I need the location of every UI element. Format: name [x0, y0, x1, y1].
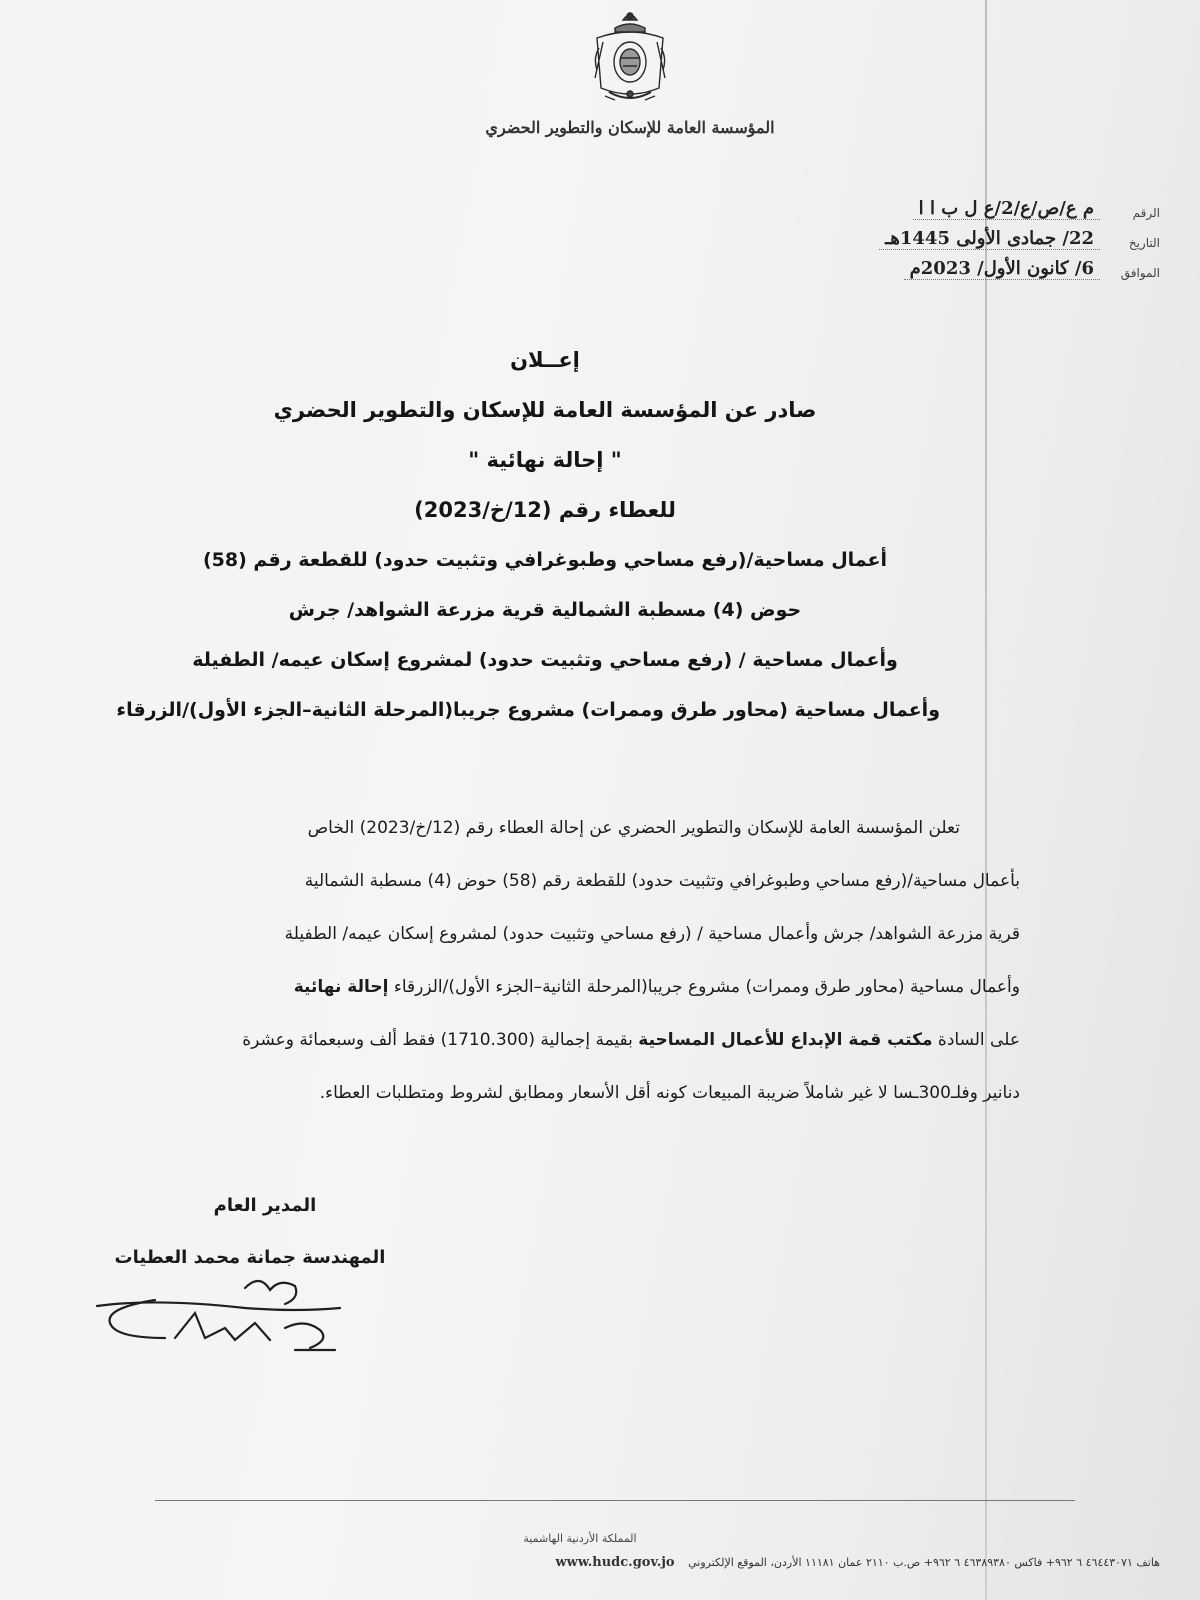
body-line-1: تعلن المؤسسة العامة للإسكان والتطوير الحضري عن إحالة العطاء رقم (12/خ/2023) الخاص [307, 818, 960, 838]
footer-contact-text: هاتف ٤٦٤٤٣٠٧١ ٦ ٩٦٢+ فاكس ٤٦٣٨٩٣٨٠ ٦ ٩٦٢+ ص.ب ٢١١٠ عمان ١١١٨١ الأردن، الموقع الإلكتروني [688, 1556, 1160, 1569]
footer-kingdom: المملكة الأردنية الهاشمية [523, 1532, 637, 1545]
announcement-body [100, 802, 1020, 1120]
winning-bidder-name: مكتب قمة الإبداع للأعمال المساحية [638, 1030, 933, 1050]
scope-line-2: حوض (4) مسطبة الشمالية قرية مزرعة الشواهد/ جرش [288, 599, 802, 621]
gregorian-date-row [820, 258, 1160, 288]
hijri-date-value: 22/ جمادى الأولى 1445هـ [879, 228, 1100, 250]
reference-block [820, 198, 1160, 288]
handwritten-signature-icon [95, 1268, 355, 1358]
footer-contact [230, 1555, 1160, 1570]
final-award-line: " إحالة نهائية " [468, 448, 622, 472]
reference-number-value: م ع/ص/ع/2/ع ل ب ا ا [913, 198, 1100, 220]
body-line-5-amount: بقيمة إجمالية (1710.300) فقط ألف وسبعمائة وعشرة [242, 1030, 639, 1050]
jordan-royal-emblem-icon [585, 8, 675, 106]
tender-number-line: للعطاء رقم (12/خ/2023) [414, 498, 676, 522]
hijri-date-label: التاريخ [1128, 236, 1160, 250]
body-line-3: قرية مزرعة الشواهد/ جرش وأعمال مساحية / (رفع مساحي وتثبيت حدود) لمشروع إسكان عيمه/ الطفيلة [284, 924, 1020, 944]
reference-number-label: الرقم [1132, 206, 1160, 220]
body-line-6: دنانير وفلـ300ـسا لا غير شاملاً ضريبة المبيعات كونه أقل الأسعار ومطابق لشروط ومتطلبات العطاء. [319, 1083, 1020, 1103]
body-line-5-prefix: على السادة [932, 1030, 1020, 1050]
signatory-title: المدير العام [213, 1195, 317, 1216]
gregorian-date-value: 6/ كانون الأول/ 2023م [904, 258, 1100, 280]
hijri-date-row [820, 228, 1160, 258]
footer-website-link[interactable]: www.hudc.gov.jo [555, 1555, 675, 1570]
gregorian-date-label: الموافق [1120, 266, 1160, 280]
announcement-heading: إعــلان [510, 348, 580, 372]
body-line-5 [100, 1014, 1020, 1067]
final-award-emphasis: إحالة نهائية [293, 977, 389, 997]
reference-number-row [820, 198, 1160, 228]
footer-divider [155, 1500, 1075, 1501]
announcement-title-block [116, 335, 940, 735]
scope-line-4: وأعمال مساحية (محاور طرق وممرات) مشروع جريبا(المرحلة الثانية–الجزء الأول)/الزرقاء [116, 699, 940, 721]
scope-line-3: وأعمال مساحية / (رفع مساحي وتثبيت حدود) لمشروع إسكان عيمه/ الطفيلة [192, 649, 898, 671]
body-line-4 [100, 961, 1020, 1014]
issuer-line: صادر عن المؤسسة العامة للإسكان والتطوير الحضري [273, 398, 817, 422]
organization-name-logo: المؤسسة العامة للإسكان والتطوير الحضري [485, 118, 775, 137]
scope-line-1: أعمال مساحية/(رفع مساحي وطبوغرافي وتثبيت حدود) للقطعة رقم (58) [202, 549, 888, 571]
body-line-2: بأعمال مساحية/(رفع مساحي وطبوغرافي وتثبيت حدود) للقطعة رقم (58) حوض (4) مسطبة الشمالية [304, 871, 1020, 891]
body-line-4-text: وأعمال مساحية (محاور طرق وممرات) مشروع جريبا(المرحلة الثانية–الجزء الأول)/الزرقاء [388, 977, 1020, 997]
signatory-name: المهندسة جمانة محمد العطيات [114, 1247, 386, 1268]
